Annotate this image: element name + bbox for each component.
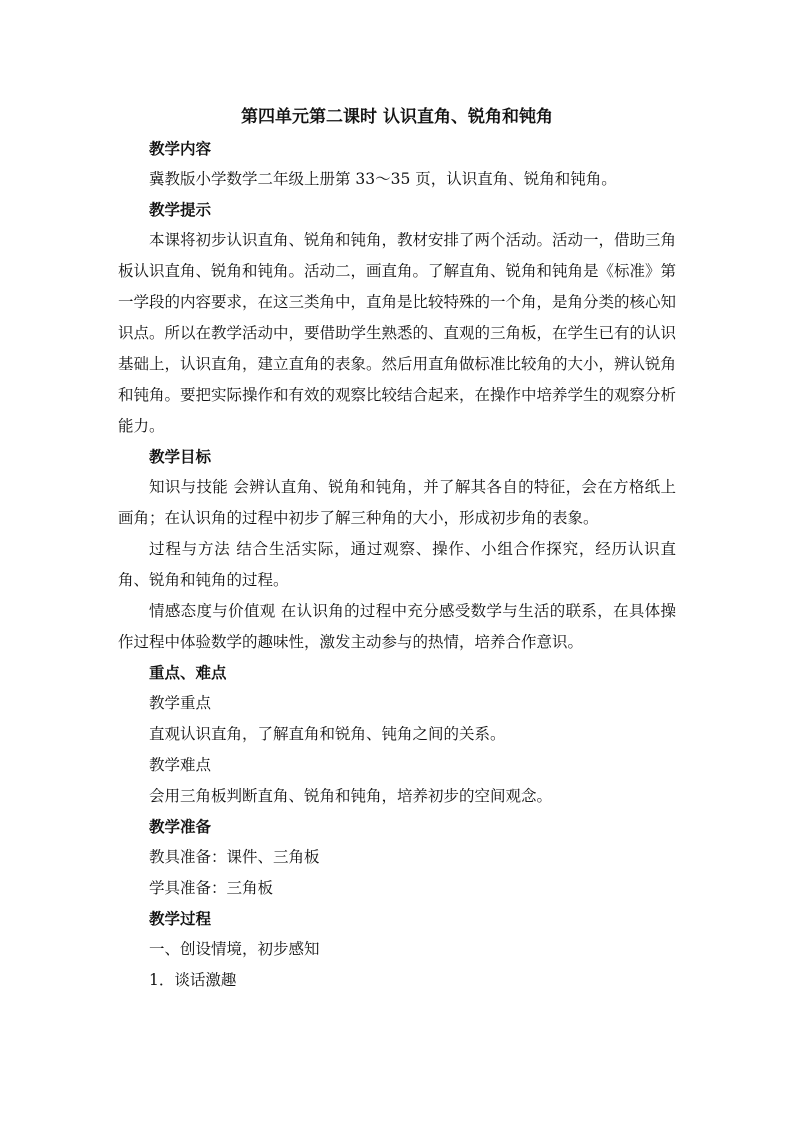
- prep-student-text: 学具准备：三角板: [149, 879, 274, 897]
- difficulty-text: 会用三角板判断直角、锐角和钝角，培养初步的空间观念。: [149, 787, 553, 805]
- key-text: 直观认识直角，了解直角和锐角、钝角之间的关系。: [149, 725, 506, 743]
- section-heading-goal: 教学目标: [149, 447, 212, 466]
- document-title: 第四单元第二课时 认识直角、锐角和钝角: [241, 107, 553, 127]
- content-text: 冀教版小学数学二年级上册第 33～35 页，认识直角、锐角和钝角。: [149, 170, 617, 188]
- hint-text: 本课将初步认识直角、锐角和钝角，教材安排了两个活动。活动一，借助三角板认识直角、锐角和钝角。活动二，画直角。了解直角、锐角和钝角是《标准》第一学段的内容要求，在这三类角中，直角是比较特殊的一个角，是角分类的核心知识点。所以在教学活动中，要借助学生熟悉的、直观的三角板，在学生已有的认识基础上，认识直角，建立直角的表象。然后用直角做标准比较角的大小，辨认锐角和钝角。要把实际操作和有效的观察比较结合起来，在操作中培养学生的观察分析能力。: [118, 231, 677, 435]
- key-label: 教学重点: [149, 694, 212, 712]
- section-heading-key: 重点、难点: [149, 663, 227, 682]
- section-heading-hint: 教学提示: [149, 200, 212, 219]
- goal-emotion-text: 情感态度与价值观 在认识角的过程中充分感受数学与生活的联系，在具体操作过程中体验数学的趣味性，激发主动参与的热情，培养合作意识。: [118, 602, 676, 651]
- goal-knowledge-text: 知识与技能 会辨认直角、锐角和钝角，并了解其各自的特征，会在方格纸上画角；在认识角的过程中初步了解三种角的大小，形成初步角的表象。: [118, 478, 676, 527]
- goal-process-text: 过程与方法 结合生活实际，通过观察、操作、小组合作探究，经历认识直角、锐角和钝角的过程。: [118, 540, 676, 589]
- process-step-1-1: 1．谈话激趣: [149, 971, 237, 989]
- prep-teacher-text: 教具准备：课件、三角板: [149, 848, 320, 866]
- difficulty-label: 教学难点: [149, 756, 212, 774]
- process-step-1: 一、创设情境，初步感知: [149, 940, 320, 958]
- section-heading-content: 教学内容: [149, 139, 212, 158]
- section-heading-process: 教学过程: [149, 909, 212, 928]
- section-heading-prep: 教学准备: [149, 817, 212, 836]
- document-body: [118, 102, 676, 996]
